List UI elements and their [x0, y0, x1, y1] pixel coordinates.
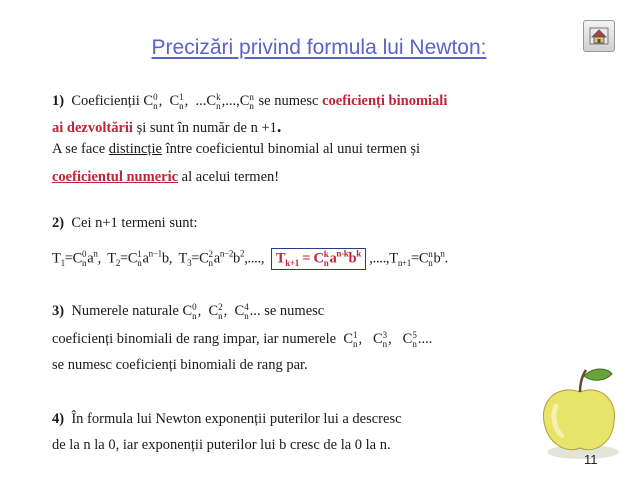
- p1-text-a: Coeficienții: [71, 93, 140, 109]
- p3-number: 3): [52, 303, 65, 319]
- p1-line1: [52, 92, 447, 111]
- p1-line3-a: A se face: [52, 141, 106, 157]
- p3-text-a: Numerele naturale: [71, 303, 179, 319]
- p1-count: n +1: [250, 120, 277, 136]
- p4-number: 4): [52, 411, 65, 427]
- p1-text-c: și sunt în număr de: [136, 120, 247, 136]
- p3-odd-coeffs: C 1 n , C 3 n , C 5 n ....: [343, 329, 433, 349]
- p3-line2: [52, 330, 432, 349]
- p1-line4-b: al acelui termen!: [181, 169, 280, 185]
- p1-highlight-c: coeficientul numeric: [52, 169, 179, 185]
- p1-highlight-b: ai dezvoltării: [52, 120, 133, 136]
- p4-line2: de la n la 0, iar exponenții puterilor lui b cresc de la 0 la n.: [52, 437, 391, 453]
- p1-highlight-a: coeficienți binomiali: [322, 93, 448, 109]
- p1-text-b: se numesc: [258, 93, 319, 109]
- p1-line3: [52, 140, 420, 158]
- p4-line1-text: În formula lui Newton exponenții puterilor lui a descresc: [71, 411, 402, 427]
- p1-line2: ai dezvoltării și sunt în număr de n +1.: [52, 116, 282, 136]
- p3-line1: [52, 302, 324, 321]
- page-number: 11: [584, 452, 598, 467]
- p1-formula: C 0 n , C 1 n , ...C k n ,...,C n n: [143, 91, 254, 111]
- p3-line2-a: coeficienți binomiali de rang impar, iar numerele: [52, 331, 337, 347]
- general-term-box: $T_{k+1} = C$ k n $a^{n-k}b^k$: [271, 248, 366, 270]
- p3-even-coeffs: C 0 n , C 2 n , C 4 n ...: [182, 301, 261, 321]
- p3-line3: se numesc coeficienți binomiali de rang par.: [52, 357, 308, 373]
- apple-illustration: [528, 362, 628, 462]
- p1-number: 1): [52, 93, 65, 109]
- p2-number: 2): [52, 215, 65, 231]
- p1-line3-b: între coeficientul binomial al unui termen și: [165, 141, 421, 157]
- p3-text-b: se numesc: [264, 303, 325, 319]
- p4-line1: [52, 410, 402, 428]
- p2-line1: [52, 214, 198, 232]
- p2-terms-formula: $T_1=C$ 0 n $a^n$, $T_2=C$ 1 n $a^{n-1}b$, $T_3=C$ 2 n $a^{n-2}b^2$,...., $T_{k+1} = C$ k n $a^{n-k}b^k$ $,....,T_{n+1}=C$ n n $b^n$.: [52, 248, 448, 269]
- page-title: Precizări privind formula lui Newton:: [151, 36, 487, 59]
- p2-text: Cei n+1 termeni sunt:: [71, 215, 198, 231]
- p1-line4: [52, 168, 279, 186]
- p1-line3-underlined: distincție: [108, 141, 162, 157]
